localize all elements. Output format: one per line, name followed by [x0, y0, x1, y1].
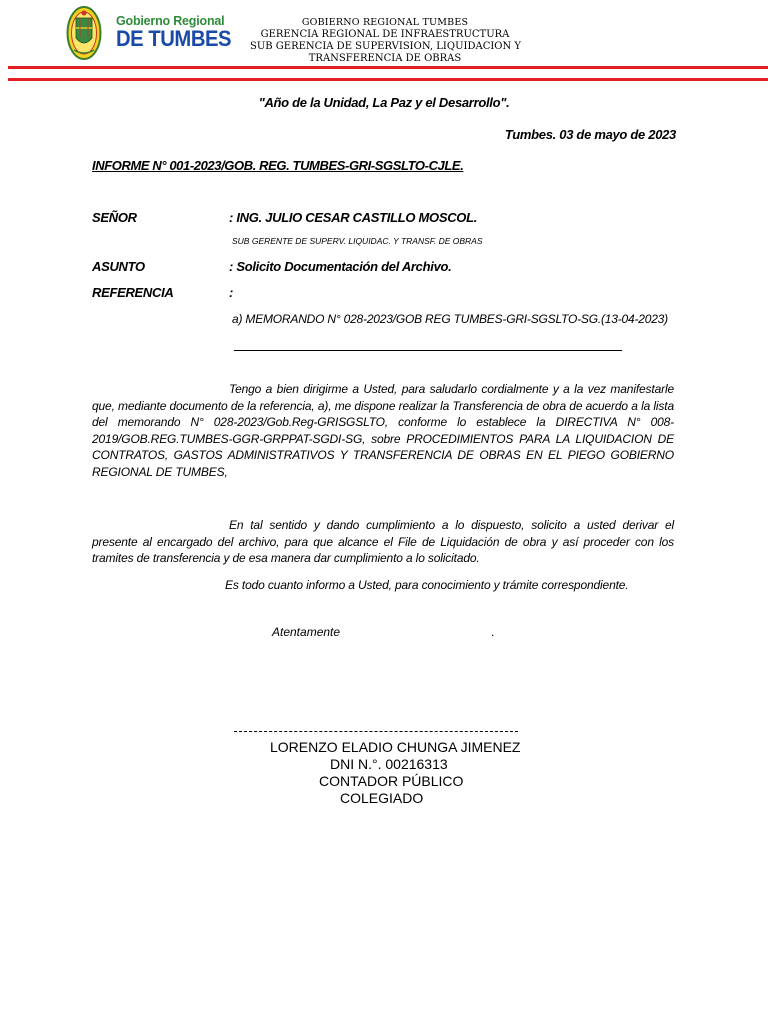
signature-line: [234, 731, 518, 732]
signatory-name: LORENZO ELADIO CHUNGA JIMENEZ: [270, 739, 521, 755]
reference-item-a: a) MEMORANDO N° 028-2023/GOB REG TUMBES-GRI-SGSLTO-SG.(13-04-2023): [232, 312, 668, 326]
header-red-rule-top: [8, 66, 768, 69]
header-line-1: GOBIERNO REGIONAL TUMBES: [301, 17, 469, 28]
senor-label: SEÑOR: [92, 210, 137, 225]
body-paragraph-2: [92, 517, 674, 567]
senor-subtitle: SUB GERENTE DE SUPERV. LIQUIDAC. Y TRANSF. DE OBRAS: [232, 236, 483, 246]
regional-emblem-icon: [66, 4, 102, 60]
logo-text-line1: Gobierno Regional: [116, 14, 225, 28]
body-paragraph-1-text: Tengo a bien dirigirme a Usted, para saludarlo cordialmente y a la vez manifestarle que, mediante documento de la referencia, a), me dispone realizar la Transferencia de obra de acuerdo a la lista del memorando N° 028-2023/Gob.Reg-GRISGSLTO, conforme lo establece la DIRECTIVA N° 008-2019/GOB.REG.TUMBES-GGR-GRPPAT-SGDI-SG, sobre PROCEDIMIENTOS PARA LA LIQUIDACION DE CONTRATOS, GASTOS ADMINISTRATIVOS Y TRANSFERENCIA DE OBRAS EN EL PIEGO GOBIERNO REGIONAL DE TUMBES,: [92, 382, 674, 479]
header-red-rule-bottom: [8, 78, 768, 81]
referencia-value: :: [229, 285, 234, 300]
reference-separator-line: [234, 350, 622, 351]
signatory-dni: DNI N.°. 00216313: [330, 756, 448, 772]
header-line-2: GERENCIA REGIONAL DE INFRAESTRUCTURA: [260, 29, 510, 40]
asunto-label: ASUNTO: [92, 259, 145, 274]
logo-text-line2: DE TUMBES: [116, 26, 232, 51]
body-paragraph-2-text: En tal sentido y dando cumplimiento a lo dispuesto, solicito a usted derivar el presente al encargado del archivo, para que alcance el File de Liquidación de obra y así proceder con los tramites de transferencia y de esa manera dar cumplimiento a lo solicitado.: [92, 518, 674, 565]
closing-text: Atentamente: [272, 625, 341, 639]
senor-value: : ING. JULIO CESAR CASTILLO MOSCOL.: [229, 210, 478, 225]
body-paragraph-3: Es todo cuanto informo a Usted, para conocimiento y trámite correspondiente.: [225, 578, 629, 592]
year-motto: "Año de la Unidad, La Paz y el Desarrollo".: [258, 95, 510, 110]
document-date: Tumbes. 03 de mayo de 2023: [504, 127, 676, 142]
signatory-title-2: COLEGIADO: [340, 790, 424, 806]
body-paragraph-1: [92, 381, 674, 480]
signatory-title: CONTADOR PÚBLICO: [319, 773, 464, 789]
header-line-4: TRANSFERENCIA DE OBRAS: [308, 53, 462, 64]
referencia-label: REFERENCIA: [92, 285, 174, 300]
header-line-3: SUB GERENCIA DE SUPERVISION, LIQUIDACION Y: [250, 41, 522, 52]
closing-dot: .: [491, 625, 495, 639]
asunto-value: : Solicito Documentación del Archivo.: [229, 259, 452, 274]
report-number: INFORME N° 001-2023/GOB. REG. TUMBES-GRI-SGSLTO-CJLE.: [92, 158, 464, 173]
